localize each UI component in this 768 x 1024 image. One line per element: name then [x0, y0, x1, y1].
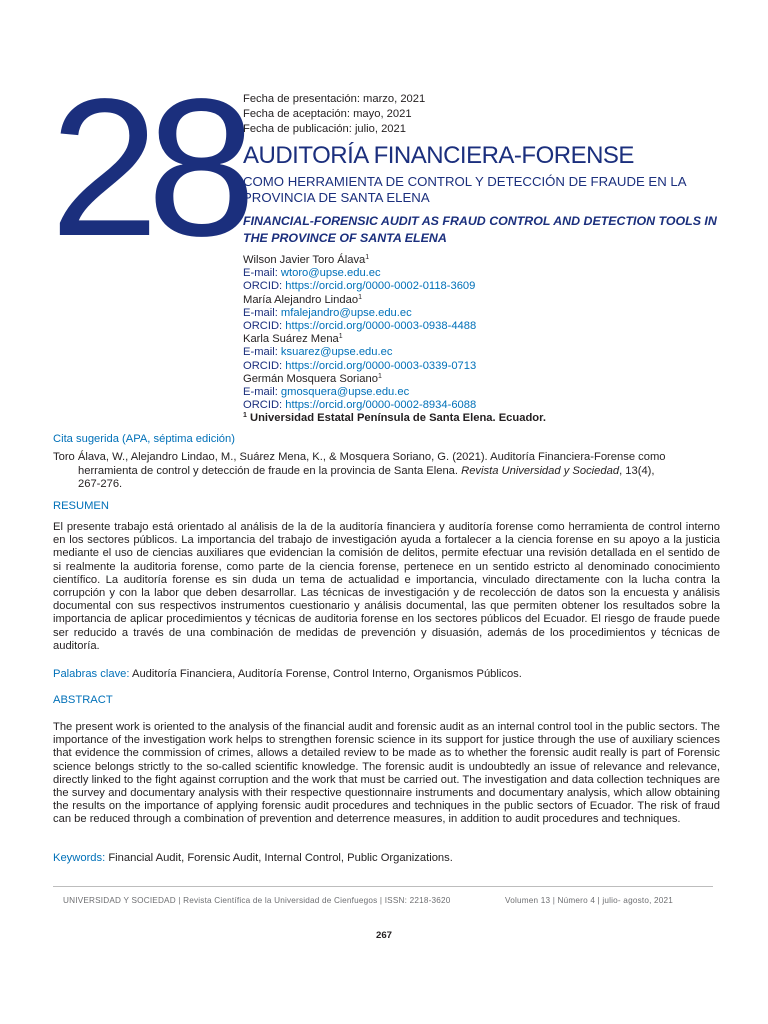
orcid-link[interactable]: https://orcid.org/0000-0003-0938-4488: [285, 320, 477, 333]
citation-heading: Cita sugerida (APA, séptima edición): [53, 433, 235, 445]
resumen-heading: RESUMEN: [53, 500, 109, 512]
author-orcid: ORCID: https://orcid.org/0000-0002-8934-6088: [243, 399, 477, 412]
footer-journal: UNIVERSIDAD Y SOCIEDAD | Revista Científica de la Universidad de Cienfuegos | ISSN: 2218-3620: [63, 896, 451, 905]
email-link[interactable]: mfalejandro@upse.edu.ec: [280, 306, 412, 319]
orcid-link[interactable]: https://orcid.org/0000-0002-8934-6088: [285, 399, 477, 412]
affiliation: $^1$ Universidad Estatal Península de Santa Elena. Ecuador.: [243, 412, 546, 425]
email-link[interactable]: wtoro@upse.edu.ec: [280, 267, 381, 280]
author-name: María Alejandro Lindao$^1$: [243, 293, 362, 306]
author-orcid: ORCID: https://orcid.org/0000-0003-0339-0713: [243, 359, 477, 372]
article-number: 28: [50, 58, 245, 277]
date-presentacion: Fecha de presentación: marzo, 2021: [243, 93, 426, 105]
author-email: E-mail: wtoro@upse.edu.ec: [243, 267, 381, 280]
date-publicacion: Fecha de publicación: julio, 2021: [243, 123, 406, 135]
subtitle-spanish: COMO HERRAMIENTA DE CONTROL Y DETECCIÓN DE FRAUDE EN LA PROVINCIA DE SANTA ELENA: [243, 174, 686, 205]
authors-block: [243, 254, 546, 426]
abstract-text: The present work is oriented to the analysis of the financial audit and forensic audit as an internal control tool in the public sectors. The importance of the investigation work helps to strengthen forensic science in its support for justice through the use of auxiliary sciences that evidence the commission of crimes, allows a detailed review to be made as to whether the forensic audit really is part of Forensic science belongs strictly to the so-called scientific knowledge. The forensic audit is undoubtedly an issue of relevance and relevance, directly linked to the fight against corruption and the work that must be carried out. The investigation and data collection techniques are the survey and documentary analysis with their respective questionnaire instruments and documentary analysis, which allow obtaining the results on the importance of applying forensic audit procedures and techniques in the public sectors of Ecuador. The risk of fraud can be reduced through a combination of prevention and deterrence measures, in addition to audit procedures and techniques.: [53, 721, 720, 826]
page-number: 267: [375, 930, 392, 941]
email-link[interactable]: ksuarez@upse.edu.ec: [280, 346, 393, 359]
author-name: Karla Suárez Mena$^1$: [243, 333, 343, 346]
author-email: E-mail: gmosquera@upse.edu.ec: [243, 386, 410, 399]
footer-divider: [53, 886, 713, 887]
title-spanish: AUDITORÍA FINANCIERA-FORENSE: [243, 142, 634, 169]
author-orcid: ORCID: https://orcid.org/0000-0002-0118-3609: [243, 280, 476, 293]
author-name: Germán Mosquera Soriano$^1$: [243, 372, 382, 385]
abstract-heading: ABSTRACT: [53, 694, 113, 706]
orcid-link[interactable]: https://orcid.org/0000-0002-0118-3609: [285, 280, 476, 293]
dates-block: [243, 92, 425, 137]
title-english: FINANCIAL-FORENSIC AUDIT AS FRAUD CONTROL AND DETECTION TOOLS IN THE PROVINCE OF SANTA ELENA: [243, 214, 717, 245]
resumen-text: El presente trabajo está orientado al análisis de la de la auditoría financiera y auditoría forense como herramienta de control interno en los sectores públicos. La importancia del trabajo de investigación ayuda a fortalecer a la ciencia forense en su apoyo a la justicia mediante el uso de ciencias auxiliares que evidencian la comisión de delitos, permite efectuar una revisión detallada en el sentido de si realmente la auditoria forense, como parte de la ciencia forense, pertenece en un sentido estricto al denominado conocimiento científico. La auditoría forense es sin duda un tema de actualidad e importancia, vinculado directamente con la lucha contra la corrupción y con la labor que deben desarrollar. Las técnicas de investigación y de recolección de datos son la encuesta y análisis documental con sus respectivos instrumentos cuestionario y análisis documental, las que permiten obtener los resultados sobre la importancia de aplicar procedimientos y técnicas de auditoria forense en los sectores públicos del Ecuador. El riesgo de fraude puede ser reducido a través de una combinación de medidas de prevención y disuasión, además de los procedimientos y técnicas de auditoría.: [53, 521, 720, 652]
author-name: Wilson Javier Toro Álava$^1$: [243, 254, 370, 266]
citation-text: Toro Álava, W., Alejandro Lindao, M., Suárez Mena, K., & Mosquera Soriano, G. (2021). Auditoría Financiera-Forense como herramienta de control y detección de fraude en la provincia de Santa Elena. Revista Universidad y Sociedad, 13(4), 267-276.: [53, 451, 666, 491]
email-link[interactable]: gmosquera@upse.edu.ec: [280, 386, 410, 399]
keywords: Keywords: Financial Audit, Forensic Audit, Internal Control, Public Organizations.: [53, 852, 453, 864]
author-email: E-mail: ksuarez@upse.edu.ec: [243, 346, 393, 359]
author-orcid: ORCID: https://orcid.org/0000-0003-0938-4488: [243, 320, 477, 333]
date-aceptacion: Fecha de aceptación: mayo, 2021: [243, 108, 412, 120]
author-email: E-mail: mfalejandro@upse.edu.ec: [243, 306, 412, 319]
orcid-link[interactable]: https://orcid.org/0000-0003-0339-0713: [285, 359, 477, 372]
palabras-clave: Palabras clave: Auditoría Financiera, Auditoría Forense, Control Interno, Organismos Públicos.: [53, 668, 522, 680]
footer-volume: Volumen 13 | Número 4 | julio- agosto, 2021: [505, 896, 674, 905]
journal-name: Revista Universidad y Sociedad: [461, 464, 620, 477]
